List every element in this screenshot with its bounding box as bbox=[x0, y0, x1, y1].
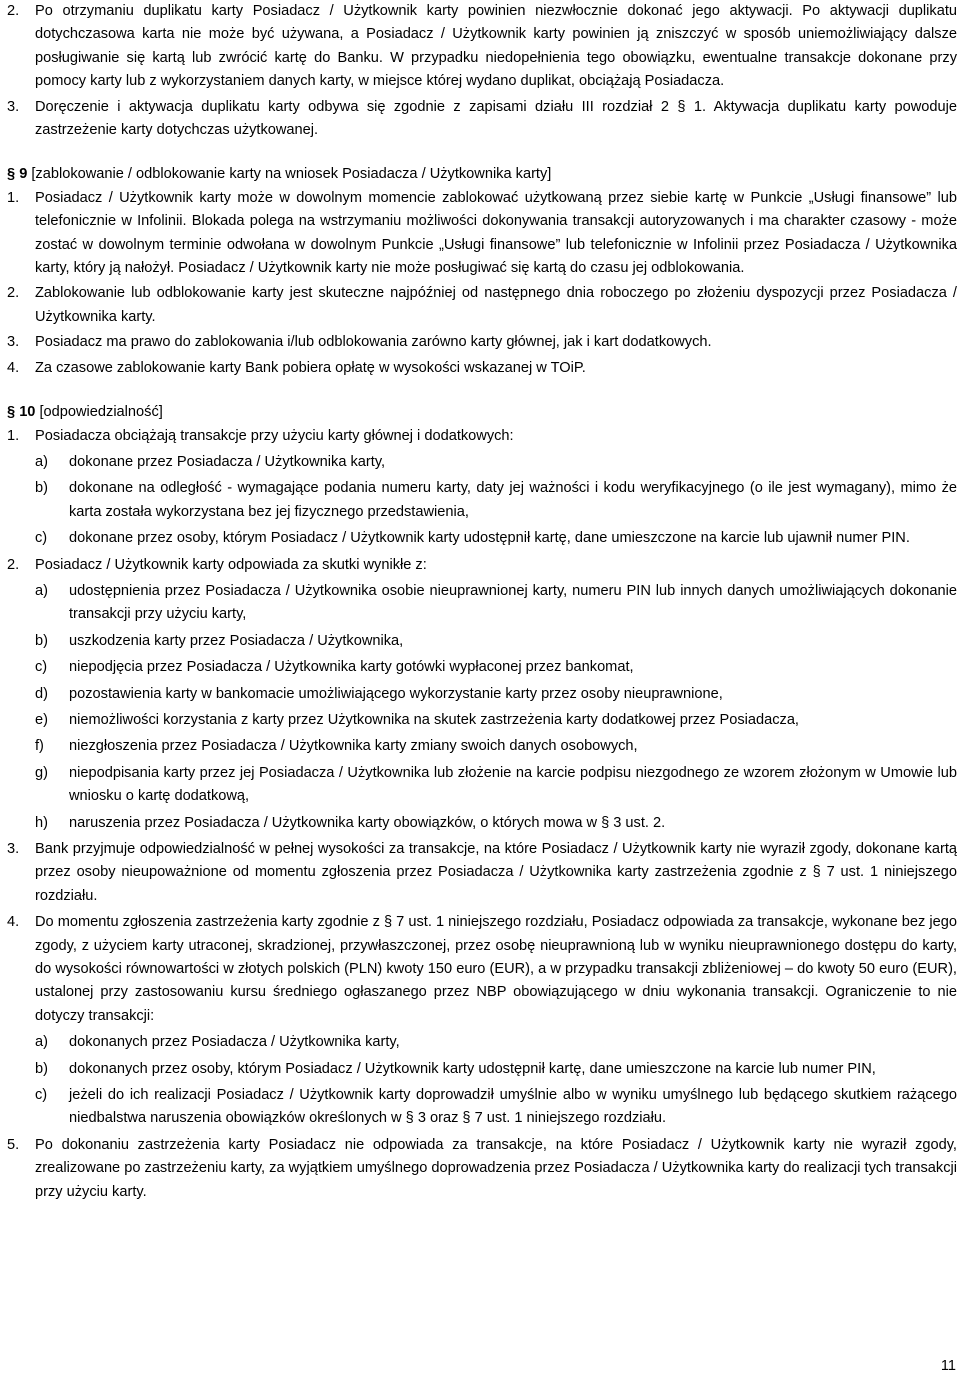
list-item bbox=[7, 527, 957, 550]
list-letter: f) bbox=[35, 738, 44, 755]
paragraph-text: Bank przyjmuje odpowiedzialność w pełnej wysokości za transakcje, na które Posiadacz / Użytkownik karty nie wyraził zgody, dokonane kartą przez osoby nieupoważnione od momentu zgłoszenia przez Posiadacza / Użytkownika karty zastrzeżenia zgodnie z § 7 ust. 1 niniejszego rozdziału. bbox=[35, 841, 957, 904]
list-item bbox=[7, 580, 957, 627]
section-10-body bbox=[7, 425, 957, 1205]
list-item bbox=[7, 709, 957, 732]
paragraph-text: Za czasowe zablokowanie karty Bank pobiera opłatę w wysokości wskazanej w TOiP. bbox=[35, 359, 586, 376]
list-letter: a) bbox=[35, 1034, 48, 1051]
paragraph-4 bbox=[7, 357, 957, 380]
paragraph-number: 3. bbox=[7, 841, 20, 857]
list-letter: b) bbox=[35, 1060, 48, 1077]
list-text: niezgłoszenia przez Posiadacza / Użytkownika karty zmiany swoich danych osobowych, bbox=[69, 738, 638, 755]
list-text: dokonanych przez Posiadacza / Użytkownika karty, bbox=[69, 1034, 400, 1051]
list-item bbox=[7, 1031, 957, 1054]
list-item bbox=[7, 1058, 957, 1081]
list-item bbox=[7, 812, 957, 835]
paragraph-text: Posiadacza obciążają transakcje przy użyciu karty głównej i dodatkowych: bbox=[35, 427, 514, 444]
section-number: 10 bbox=[19, 404, 36, 421]
paragraph-number: 2. bbox=[7, 3, 20, 19]
list-letter: e) bbox=[35, 711, 48, 728]
paragraph-text: Posiadacz / Użytkownik karty może w dowolnym momencie zablokować użytkowaną przez siebie kartę w Punkcie „Usługi finansowe” lub telefonicznie w Infolinii. Blokada polega na wstrzymaniu możliwości dokonywania transakcji autoryzowanych i ma charakter czasowy - może zostać w dowolnym terminie odwołana w dowolnym Punkcie „Usługi finansowe” lub telefonicznie w Infolinii przez Posiadacza / Użytkownika karty, który ją nałożył. Posiadacz / Użytkownik karty nie może posługiwać się kartą do czasu jej odblokowania. bbox=[35, 189, 957, 277]
paragraph-text: Posiadacz / Użytkownik karty odpowiada za skutki wynikłe z: bbox=[35, 556, 427, 573]
paragraph-text: Zablokowanie lub odblokowanie karty jest skuteczne najpóźniej od następnego dnia roboczego po złożeniu dyspozycji przez Posiadacza / Użytkownika karty. bbox=[35, 285, 957, 325]
paragraph-number: 1. bbox=[7, 427, 20, 444]
paragraph-text: Do momentu zgłoszenia zastrzeżenia karty zgodnie z § 7 ust. 1 niniejszego rozdziału, Posiadacz odpowiada za transakcje, wykonane bez jego zgody, z użyciem karty utraconej, skradzionej, przywłaszczonej, przez osobę nieuprawnioną lub w wyniku nieuprawnionego dostępu do karty, do wysokości równowartości w złotych polskich (PLN) kwoty 150 euro (EUR), a w przypadku transakcji zbliżeniowej – do kwoty 50 euro (EUR), ustalonej przy zastosowaniu kursu średniego ogłaszanego przez NBP obowiązującego w dniu wykonania transakcji. Ograniczenie to nie dotyczy transakcji: bbox=[35, 914, 957, 1024]
list-text: dokonane na odległość - wymagające podania numeru karty, daty jej ważności i kodu weryfikacyjnego (o ile jest wymagany), mimo że karta została wykorzystana bez jej fizycznego przedstawienia, bbox=[69, 480, 957, 520]
section-number: 9 bbox=[19, 166, 28, 183]
page-number: 11 bbox=[940, 1358, 956, 1374]
paragraph-number: 2. bbox=[7, 556, 20, 573]
list-letter: a) bbox=[35, 582, 48, 599]
list-text: udostępnienia przez Posiadacza / Użytkownika osobie nieuprawnionej karty, numeru PIN lub innych danych umożliwiających dokonanie transakcji przy użyciu karty, bbox=[69, 582, 957, 623]
list-item bbox=[7, 656, 957, 679]
section-10-heading bbox=[7, 401, 957, 424]
paragraph-number: 4. bbox=[7, 914, 20, 931]
paragraph-number: 3. bbox=[7, 98, 20, 115]
paragraph-3 bbox=[7, 96, 957, 143]
list-item bbox=[7, 762, 957, 809]
list-item bbox=[7, 683, 957, 706]
paragraph-text: Po dokonaniu zastrzeżenia karty Posiadacz nie odpowiada za transakcje, na które Posiadacz / Użytkownik karty nie wyraził zgody, zrealizowane po zastrzeżeniu karty, za wyjątkiem umyślnego doprowadzenia przez Posiadacza / Użytkownika karty do realizacji tych transakcji przy użyciu karty. bbox=[35, 1136, 957, 1200]
paragraph-number: 5. bbox=[7, 1136, 20, 1153]
list-text: niepodjęcia przez Posiadacza / Użytkownika karty gotówki wypłaconej przez bankomat, bbox=[69, 659, 634, 676]
list-letter: c) bbox=[35, 659, 48, 676]
section-symbol: § bbox=[7, 166, 16, 183]
paragraph-text: Po otrzymaniu duplikatu karty Posiadacz / Użytkownik karty powinien niezwłocznie dokonać jego aktywacji. Po aktywacji duplikatu dotychczasowa karta nie może być używana, a Posiadacz / Użytkownik karty powinien ją zniszczyć w sposób uniemożliwiający dalsze posługiwanie się kartą lub zwrócić kartę do Banku. W przypadku niedopełnienia tego obowiązku, ewentualne transakcje dokonane przy pomocy karty lub z wykorzystaniem danych karty, w miejsce której wydano duplikat, obciążają Posiadacza. bbox=[35, 3, 957, 90]
list-text: niemożliwości korzystania z karty przez Użytkownika na skutek zastrzeżenia karty dodatkowej przez Posiadacza, bbox=[69, 711, 799, 728]
paragraph-2 bbox=[7, 0, 957, 94]
section-9-body bbox=[7, 187, 957, 380]
list-letter: a) bbox=[35, 453, 48, 470]
section-title: [zablokowanie / odblokowanie karty na wniosek Posiadacza / Użytkownika karty] bbox=[31, 166, 552, 183]
paragraph-text: Doręczenie i aktywacja duplikatu karty odbywa się zgodnie z zapisami działu III rozdział 2 § 1. Aktywacja duplikatu karty powoduje zastrzeżenie karty dotychczas użytkowanej. bbox=[35, 98, 957, 139]
list-text: dokonane przez Posiadacza / Użytkownika karty, bbox=[69, 453, 386, 470]
list-text: dokonanych przez osoby, którym Posiadacz / Użytkownik karty udostępnił kartę, dane umieszczone na karcie lub numer PIN, bbox=[69, 1060, 876, 1077]
list-item bbox=[7, 630, 957, 653]
paragraph-1 bbox=[7, 425, 957, 448]
paragraph-number: 2. bbox=[7, 285, 20, 302]
paragraph-3 bbox=[7, 838, 957, 908]
list-letter: g) bbox=[35, 764, 48, 781]
list-text: uszkodzenia karty przez Posiadacza / Użytkownika, bbox=[69, 632, 404, 649]
list-letter: c) bbox=[35, 530, 48, 547]
list-text: jeżeli do ich realizacji Posiadacz / Użytkownik karty doprowadził umyślnie albo w wyniku umyślnego lub będącego skutkiem rażącego niedbalstwa naruszenia obowiązków określonych w § 3 oraz § 7 ust. 1 niniejszego rozdziału. bbox=[69, 1087, 957, 1127]
list-letter: b) bbox=[35, 632, 48, 649]
paragraph-4 bbox=[7, 911, 957, 1028]
list-text: pozostawienia karty w bankomacie umożliwiającego wykorzystanie karty przez osoby nieuprawnione, bbox=[69, 685, 723, 702]
list-item bbox=[7, 477, 957, 524]
list-text: naruszenia przez Posiadacza / Użytkownika karty obowiązków, o których mowa w § 3 ust. 2. bbox=[69, 814, 666, 831]
paragraph-text: Posiadacz ma prawo do zablokowania i/lub odblokowania zarówno karty głównej, jak i kart dodatkowych. bbox=[35, 334, 712, 351]
list-item bbox=[7, 1084, 957, 1131]
list-item bbox=[7, 451, 957, 474]
section-title: [odpowiedzialność] bbox=[39, 404, 163, 421]
list-text: dokonane przez osoby, którym Posiadacz / Użytkownik karty udostępnił kartę, dane umieszczone na karcie lub ujawnił numer PIN. bbox=[69, 530, 910, 547]
list-item bbox=[7, 735, 957, 758]
paragraph-2 bbox=[7, 282, 957, 329]
paragraph-3 bbox=[7, 331, 957, 354]
paragraph-2 bbox=[7, 554, 957, 577]
section-9-heading bbox=[7, 163, 957, 186]
list-letter: d) bbox=[35, 685, 48, 702]
document-page bbox=[7, 0, 957, 1204]
section-symbol: § bbox=[7, 404, 16, 421]
paragraph-1 bbox=[7, 187, 957, 281]
section-continuation bbox=[7, 0, 957, 142]
list-letter: h) bbox=[35, 814, 48, 831]
list-text: niepodpisania karty przez jej Posiadacza / Użytkownika lub złożenie na karcie podpisu niezgodnego ze wzorem złożonym w Umowie lub wniosku o kartę dodatkową, bbox=[69, 764, 957, 805]
paragraph-number: 1. bbox=[7, 189, 20, 206]
list-letter: b) bbox=[35, 480, 48, 497]
paragraph-number: 4. bbox=[7, 359, 20, 376]
paragraph-number: 3. bbox=[7, 334, 20, 351]
paragraph-5 bbox=[7, 1134, 957, 1204]
list-letter: c) bbox=[35, 1087, 48, 1104]
